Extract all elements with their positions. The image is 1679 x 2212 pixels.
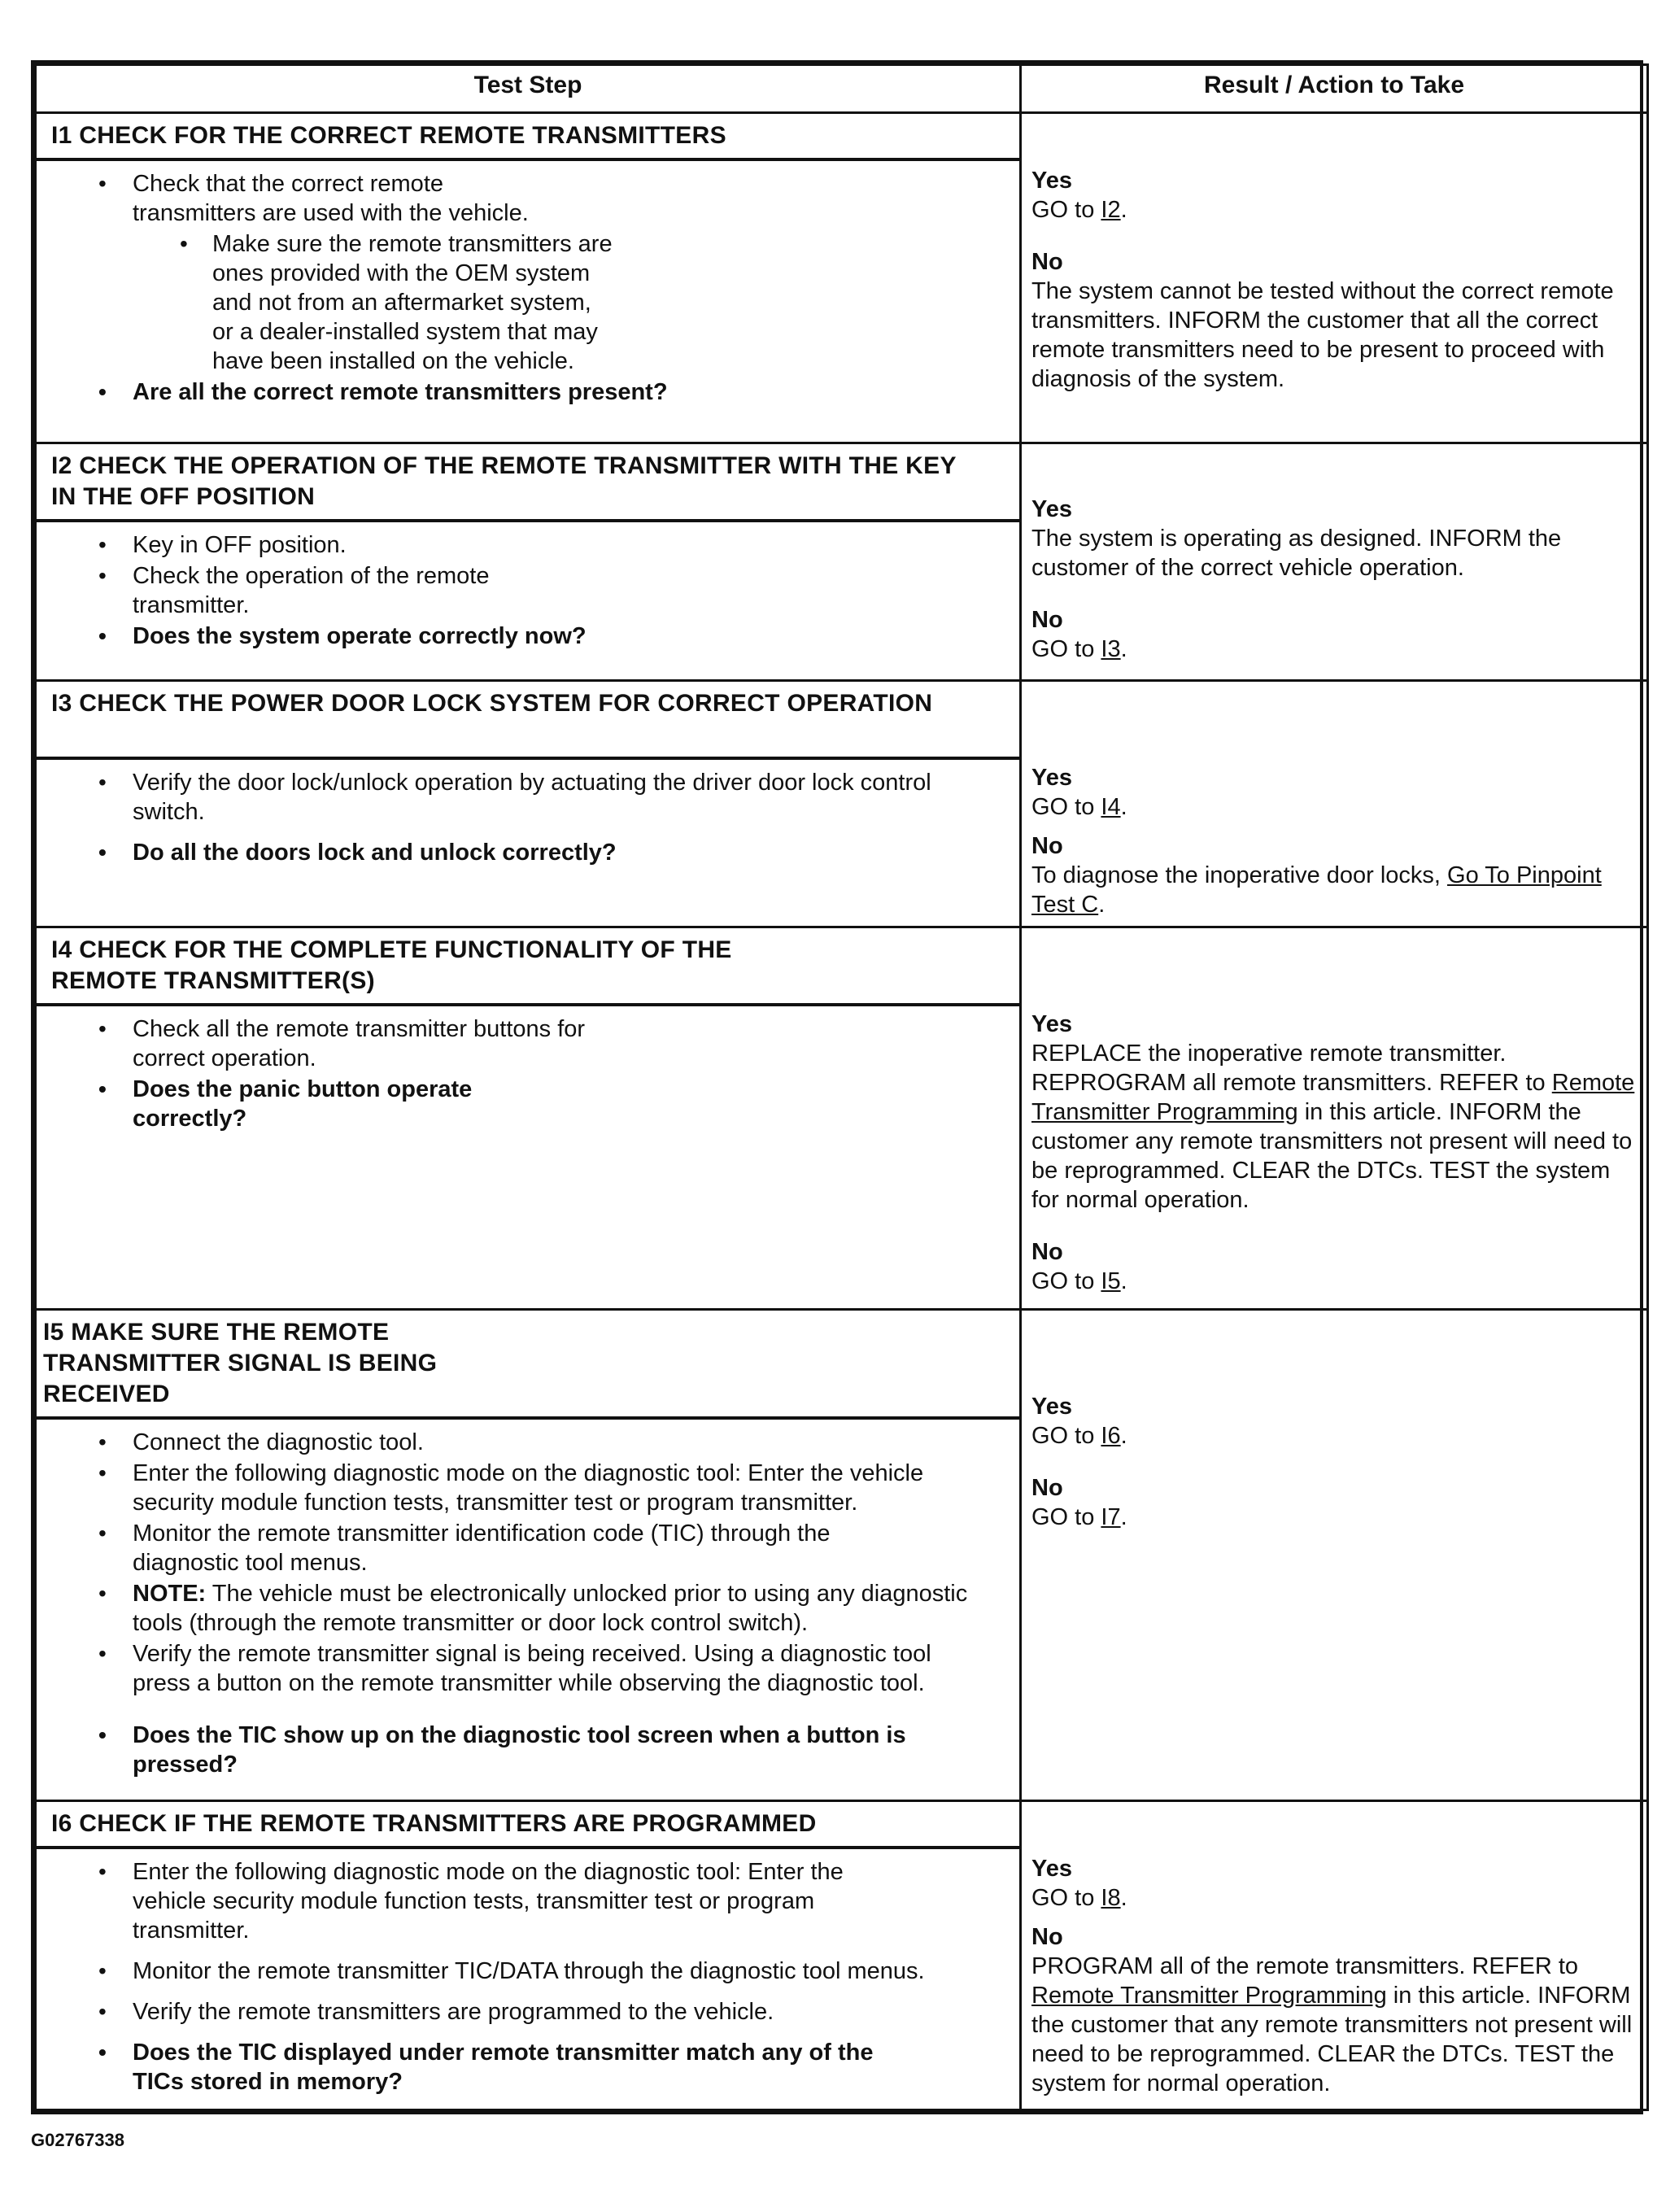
table-row	[36, 443, 1648, 681]
step-bullet: • Monitor the remote transmitter TIC/DATA through the diagnostic tool menus.	[51, 1957, 1005, 1986]
table-row	[36, 1801, 1648, 2110]
no-text: The system cannot be tested without the correct remote transmitters. INFORM the customer that all the correct remote transmitters need to be present to proceed with diagnosis of the system.	[1031, 278, 1614, 392]
no-text: To diagnose the inoperative door locks,	[1031, 862, 1448, 888]
table-row	[36, 681, 1648, 927]
step-body	[37, 522, 1019, 659]
result-block: Yes REPLACE the inoperative remote transmitter. REPROGRAM all remote transmitters. REFER to Remote Transmitter Programming in this article. INFORM the customer any remote transmitters not present will need to be reprogrammed. CLEAR the DTCs. TEST the system for normal operation. No GO to I5.	[1031, 1011, 1635, 1294]
step-title: I4 CHECK FOR THE COMPLETE FUNCTIONALITY OF THE REMOTE TRANSMITTER(S)	[37, 928, 1019, 1006]
note-label: NOTE:	[133, 1581, 207, 1607]
step-bullet: • Check the operation of the remote transmitter.	[51, 561, 1005, 620]
step-note	[51, 1579, 1005, 1638]
step-bullet: • Verify the remote transmitter signal is being received. Using a diagnostic tool press a button on the remote transmitter while observing the diagnostic tool.	[51, 1639, 1005, 1698]
result-cell-i1	[1021, 113, 1648, 443]
step-question: • Does the panic button operate correctly?	[51, 1075, 1005, 1133]
yes-text: GO to	[1031, 1423, 1101, 1449]
step-question-list	[51, 377, 1005, 407]
step-cell-i2	[36, 443, 1021, 681]
note-text: The vehicle must be electronically unlocked prior to using any diagnostic tools (through the remote transmitter or door lock control switch).	[133, 1581, 968, 1636]
goto-link-i8[interactable]: I8	[1101, 1885, 1121, 1911]
yes-label: Yes	[1031, 496, 1072, 522]
step-sub-bullets	[212, 229, 1005, 376]
step-question: • Does the system operate correctly now?	[51, 622, 1005, 651]
step-bullet: • Check that the correct remote transmitters are used with the vehicle.	[51, 169, 1005, 228]
no-text: GO to	[1031, 636, 1101, 662]
step-body	[37, 1420, 1019, 1787]
goto-link-i6[interactable]: I6	[1101, 1423, 1121, 1449]
table-header-row	[36, 65, 1648, 113]
step-body	[37, 1849, 1019, 2105]
no-label: No	[1031, 607, 1063, 633]
step-title: I5 MAKE SURE THE REMOTE TRANSMITTER SIGNAL IS BEING RECEIVED	[37, 1311, 1019, 1420]
result-block: Yes GO to I2. No The system cannot be tested without the correct remote transmitters. INFORM the customer that all the correct remote transmitters need to be present to proceed with diagnosis of the system.	[1022, 114, 1646, 400]
step-bullet: • Verify the remote transmitters are programmed to the vehicle.	[51, 1997, 1005, 2027]
step-body	[37, 1006, 1019, 1141]
step-bullets	[51, 768, 1005, 867]
remote-transmitter-programming-link[interactable]: Remote Transmitter Programming	[1031, 1070, 1635, 1125]
result-cell-i4	[1021, 927, 1648, 1310]
header-test-step: Test Step	[36, 65, 1021, 113]
step-body	[37, 161, 1019, 415]
yes-label: Yes	[1031, 168, 1072, 194]
step-bullet: • Check all the remote transmitter buttons for correct operation.	[51, 1014, 1005, 1073]
result-cell-i6	[1021, 1801, 1648, 2110]
yes-label: Yes	[1031, 765, 1072, 791]
step-title: I2 CHECK THE OPERATION OF THE REMOTE TRANSMITTER WITH THE KEY IN THE OFF POSITION	[37, 444, 1019, 522]
step-question: • Do all the doors lock and unlock correctly?	[51, 838, 1005, 867]
step-bullet: • Key in OFF position.	[51, 530, 1005, 560]
no-label: No	[1031, 1924, 1063, 1950]
step-bullet: • Enter the following diagnostic mode on the diagnostic tool: Enter the vehicle security module function tests, transmitter test or program transmitter.	[51, 1857, 1005, 1945]
step-bullets	[51, 1428, 1005, 1779]
step-question: • Are all the correct remote transmitters present?	[51, 377, 1005, 407]
no-label: No	[1031, 833, 1063, 859]
yes-label: Yes	[1031, 1011, 1072, 1037]
header-result-action: Result / Action to Take	[1021, 65, 1648, 113]
figure-id: G02767338	[31, 2130, 124, 2150]
result-block: Yes GO to I4. No To diagnose the inoperative door locks, Go To Pinpoint Test C.	[1022, 682, 1646, 926]
remote-transmitter-programming-link[interactable]: Remote Transmitter Programming	[1031, 1983, 1387, 2009]
result-cell-i3	[1021, 681, 1648, 927]
yes-text: GO to	[1031, 794, 1101, 820]
yes-text: GO to	[1031, 197, 1101, 223]
step-bullet: • Verify the door lock/unlock operation by actuating the driver door lock control switch.	[51, 768, 1005, 827]
no-label: No	[1031, 1239, 1063, 1265]
step-bullets	[51, 530, 1005, 651]
result-cell-i2	[1021, 443, 1648, 681]
step-cell-i6	[36, 1801, 1021, 2110]
no-text: PROGRAM all of the remote transmitters. REFER to	[1031, 1953, 1579, 1979]
goto-link-i2[interactable]: I2	[1101, 197, 1121, 223]
step-bullet: • Monitor the remote transmitter identification code (TIC) through the diagnostic tool menus.	[51, 1519, 1005, 1577]
step-bullets	[51, 1014, 1005, 1133]
pinpoint-test-table	[34, 63, 1649, 2111]
yes-text: The system is operating as designed. INFORM the customer of the correct vehicle operation.	[1031, 526, 1562, 581]
step-title: I6 CHECK IF THE REMOTE TRANSMITTERS ARE PROGRAMMED	[37, 1802, 1019, 1849]
step-title: I1 CHECK FOR THE CORRECT REMOTE TRANSMITTERS	[37, 114, 1019, 161]
goto-link-i5[interactable]: I5	[1101, 1268, 1121, 1294]
step-question: • Does the TIC displayed under remote transmitter match any of the TICs stored in memory?	[51, 2038, 1005, 2096]
yes-label: Yes	[1031, 1856, 1072, 1882]
yes-text: REPLACE the inoperative remote transmitter. REPROGRAM all remote transmitters. REFER to	[1031, 1041, 1552, 1096]
no-text: GO to	[1031, 1268, 1101, 1294]
table-row	[36, 927, 1648, 1310]
result-block: Yes GO to I8. No PROGRAM all of the remote transmitters. REFER to Remote Transmitter Programming in this article. INFORM the customer that any remote transmitters not present will need to be reprogrammed. CLEAR the DTCs. TEST the system for normal operation.	[1022, 1802, 1646, 2105]
result-block: Yes GO to I6. No GO to I7.	[1022, 1311, 1646, 1538]
step-bullets	[51, 169, 1005, 228]
step-cell-i3	[36, 681, 1021, 927]
goto-link-i7[interactable]: I7	[1101, 1504, 1121, 1530]
yes-label: Yes	[1031, 1394, 1072, 1420]
result-cell-i5	[1021, 1310, 1648, 1801]
table-row	[36, 1310, 1648, 1801]
step-bullet: • Connect the diagnostic tool.	[51, 1428, 1005, 1457]
step-bullet: • Enter the following diagnostic mode on the diagnostic tool: Enter the vehicle security module function tests, transmitter test or program transmitter.	[51, 1459, 1005, 1517]
goto-link-i4[interactable]: I4	[1101, 794, 1121, 820]
no-text: GO to	[1031, 1504, 1101, 1530]
step-cell-i1	[36, 113, 1021, 443]
yes-text-cont: in this article. INFORM the customer any remote transmitters not present will need to be reprogrammed. CLEAR the DTCs. TEST the system for normal operation.	[1031, 1099, 1633, 1213]
step-body	[37, 760, 1019, 875]
yes-text: GO to	[1031, 1885, 1101, 1911]
no-text-cont: in this article. INFORM the customer that any remote transmitters not present will need to be reprogrammed. CLEAR the DTCs. TEST the system for normal operation.	[1031, 1983, 1633, 2096]
pinpoint-test-c-link[interactable]: Go To Pinpoint Test C	[1031, 862, 1602, 918]
step-cell-i4	[36, 927, 1021, 1310]
step-sub-bullet: • Make sure the remote transmitters are ones provided with the OEM system and not from an aftermarket system, or a dealer-installed system that may have been installed on the vehicle.	[212, 229, 1005, 376]
step-bullets	[51, 1857, 1005, 2096]
goto-link-i3[interactable]: I3	[1101, 636, 1121, 662]
no-label: No	[1031, 249, 1063, 275]
procedure-sheet	[31, 60, 1643, 2114]
result-block: Yes The system is operating as designed. INFORM the customer of the correct vehicle operation. No GO to I3.	[1022, 444, 1646, 670]
step-title: I3 CHECK THE POWER DOOR LOCK SYSTEM FOR CORRECT OPERATION	[37, 682, 1019, 760]
step-cell-i5	[36, 1310, 1021, 1801]
table-row	[36, 113, 1648, 443]
no-label: No	[1031, 1475, 1063, 1501]
step-question: • Does the TIC show up on the diagnostic tool screen when a button is pressed?	[51, 1721, 1005, 1779]
